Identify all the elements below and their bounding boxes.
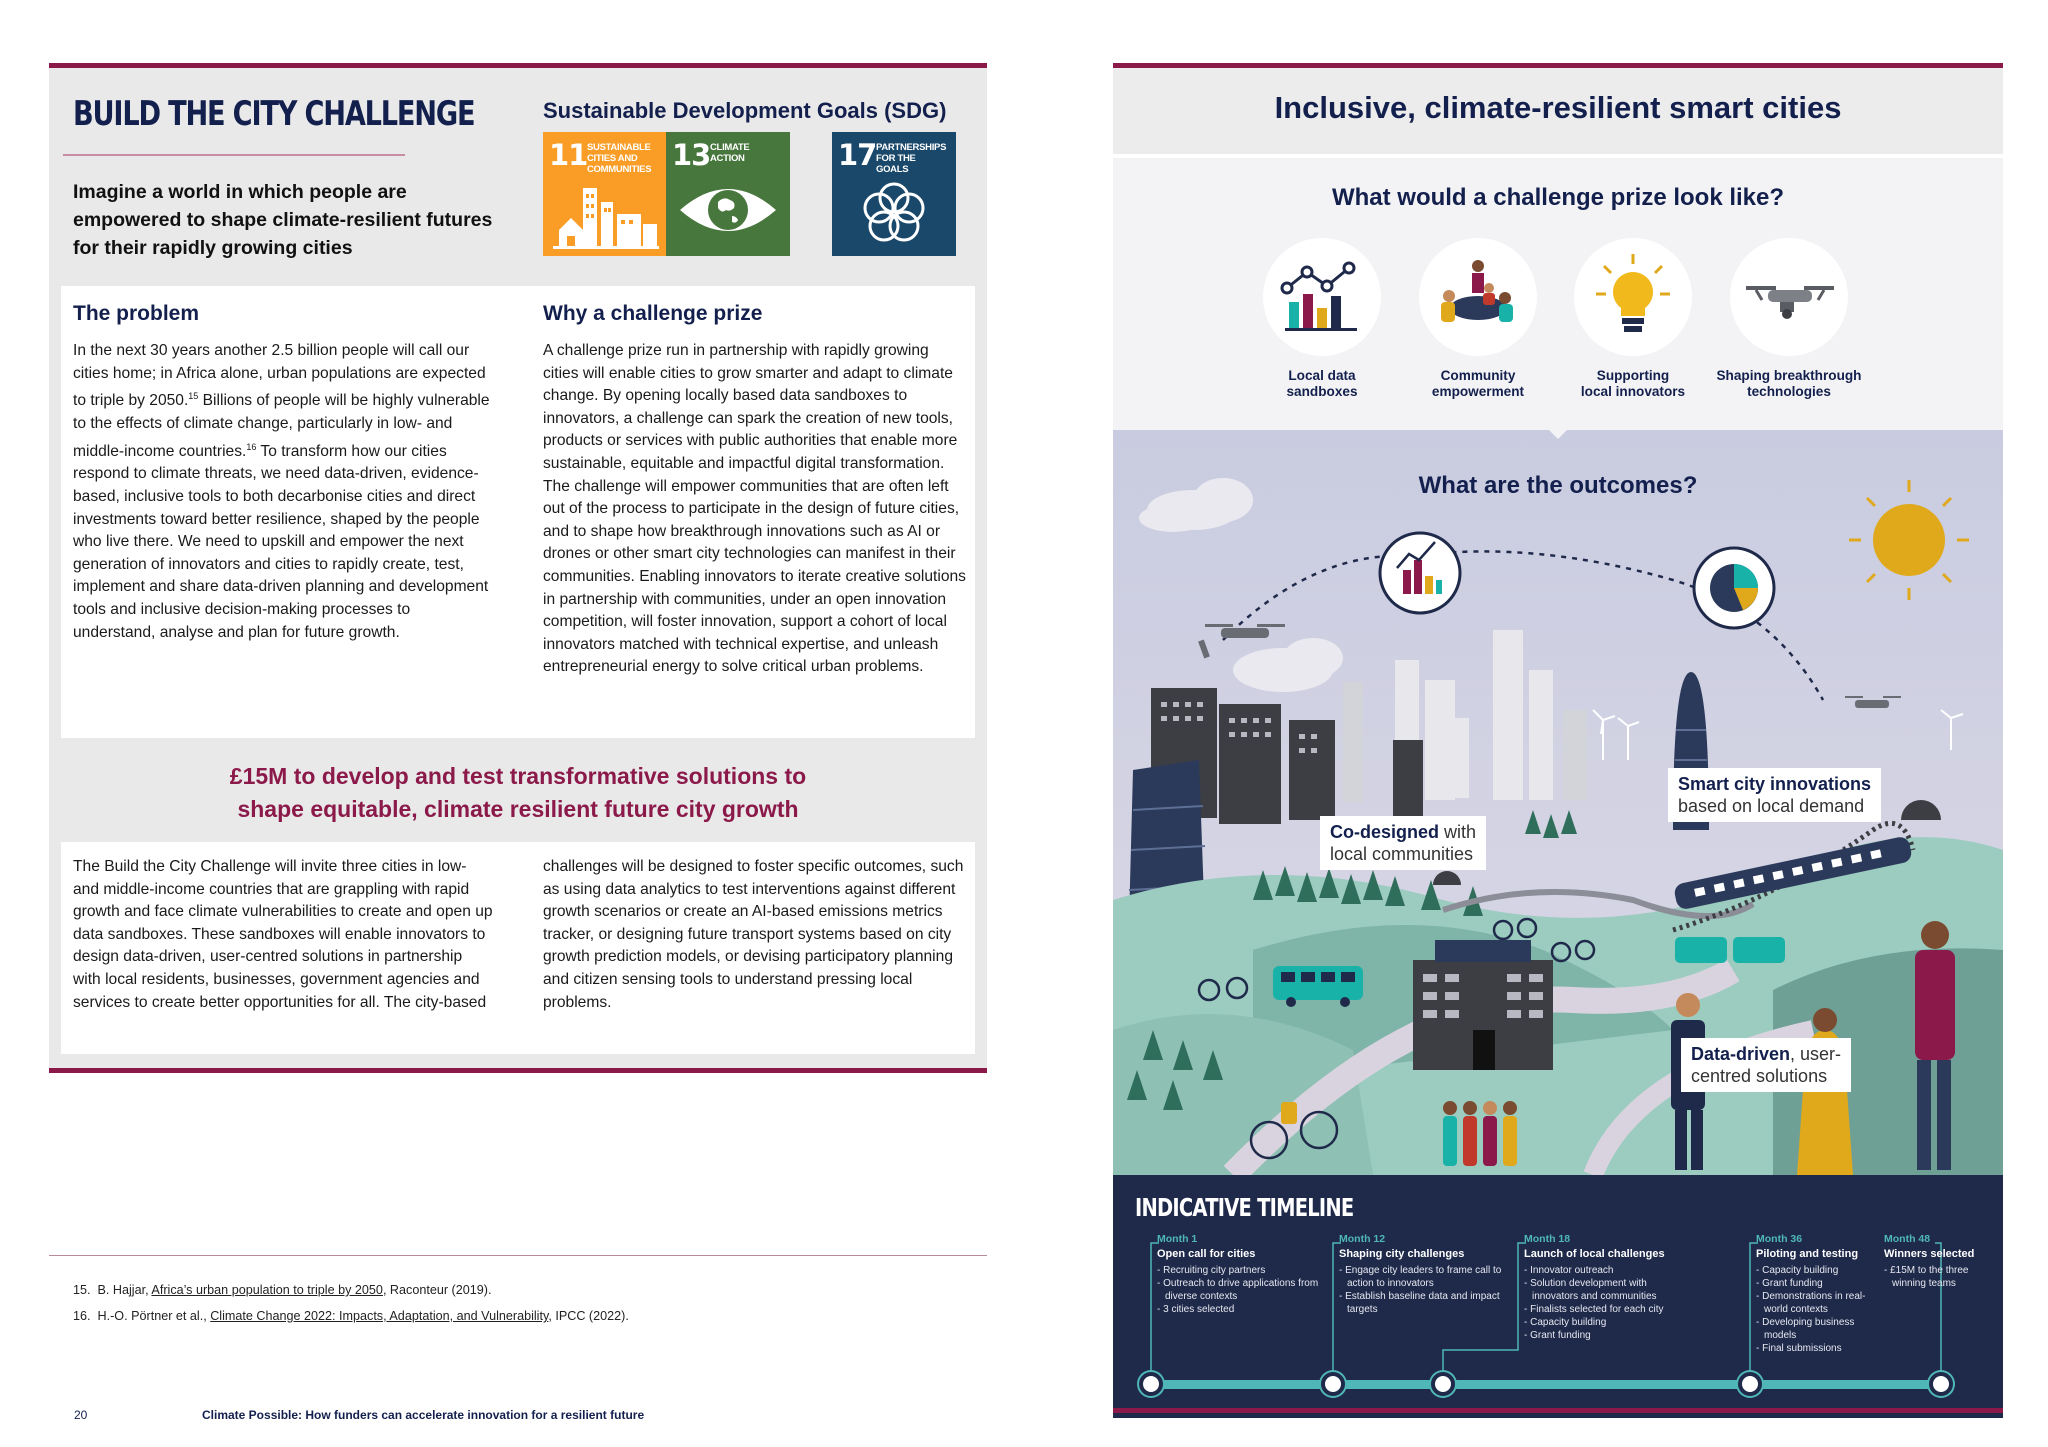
section-pointer: [1544, 425, 1572, 439]
sdg-label: SUSTAINABLE CITIES AND COMMUNITIES: [587, 142, 652, 175]
footnote-ref-15[interactable]: 15: [188, 391, 199, 402]
description-col-2: challenges will be designed to foster specific outcomes, such as using data analytics to test interventions against different growth scenarios or create an AI-based emissions metrics tracker, or designing future transport systems based on city growth prediction models, or devising participatory planning and citizen sensing tools to understand pressing local problems.: [543, 858, 964, 1011]
footnote-divider: [49, 1255, 987, 1256]
drone-icon: [1730, 238, 1848, 356]
sdg-number: 11: [549, 138, 588, 172]
problem-heading: The problem: [73, 302, 200, 325]
problem-text: In the next 30 years another 2.5 billion people will call our cities home; in Africa alone, urban populations are expected to triple by 2050.15 Billions of people will be highly vulnerable to the effects of climate change, particularly in low- and middle-income countries.$^{16}$ To transform how our cities respond to climate threats, we need data-driven, evidence-based, inclusive tools to both decarbonise cities and direct investments toward better resilience, shaped by the people who live there. We need to upskill and empower the next generation of innovators and cities to rapidly create, test, implement and share data-driven planning and development tools and inclusive decision-making processes to understand, analyse and plan for future growth.: [73, 342, 490, 641]
outcomes-question: What are the outcomes?: [1418, 472, 1698, 499]
footnote-15: 15. B. Hajjar, Africa’s urban population to triple by 2050, Raconteur (2019).: [73, 1283, 492, 1297]
sdg-number: 17: [838, 138, 877, 172]
footnote-link[interactable]: Climate Change 2022: Impacts, Adaptation, and Vulnerability: [210, 1309, 549, 1323]
callout-data-driven: Data-driven, user- centred solutions: [1681, 1038, 1851, 1092]
timeline-title: INDICATIVE TIMELINE: [1135, 1193, 1354, 1222]
prize-item-technologies: Shaping breakthrough technologies: [1709, 238, 1869, 400]
bar-chart-network-icon: [1263, 238, 1381, 356]
prize-item-local-data: Local data sandboxes: [1242, 238, 1402, 400]
timeline-node: [1139, 1372, 1163, 1396]
funding-statement: £15M to develop and test transformative solutions to shape equitable, climate resilient future city growth: [229, 763, 807, 822]
timeline-node: [1929, 1372, 1953, 1396]
timeline-node: [1738, 1372, 1762, 1396]
sdg-tile-17: [832, 132, 956, 256]
title-divider: [63, 154, 405, 156]
footnote-link[interactable]: Africa’s urban population to triple by 2050: [151, 1283, 383, 1297]
milestone-month-48: Month 48 Winners selected - £15M to the three winning teams: [1884, 1233, 1975, 1289]
page-number: 20: [74, 1408, 88, 1422]
smart-cities-infographic: [1113, 63, 2003, 1413]
build-the-city-panel: [49, 63, 987, 1073]
prize-question: What would a challenge prize look like?: [1331, 184, 1785, 211]
infographic-title: Inclusive, climate-resilient smart cities: [1274, 90, 1842, 125]
callout-co-designed: Co-designed with local communities: [1320, 816, 1486, 870]
milestone-month-36: Month 36 Piloting and testing - Capacity building - Grant funding - Demonstrations in real-world contexts - Developing business models - Final submissions: [1756, 1233, 1866, 1354]
running-title: Climate Possible: How funders can accelerate innovation for a resilient future: [202, 1408, 645, 1422]
page-bottom-rule: [1113, 1408, 2003, 1413]
sdg-number: 13: [672, 138, 711, 172]
infographic-header: [1113, 68, 2003, 154]
timeline-node: [1321, 1372, 1345, 1396]
footnote-ref-16[interactable]: 16: [246, 441, 257, 452]
prize-section: [1113, 158, 2003, 430]
why-prize-text: A challenge prize run in partnership with rapidly growing cities will enable cities to grow smarter and adapt to climate change. By opening locally based data sandboxes to innovators, a challenge can spark the creation of new tools, products or services with public authorities that enable more sustainable, equitable and impactful digital transformation. The challenge will empower communities that are often left out of the process to participate in the design of future cities, and to shape how breakthrough innovations such as AI or drones or other smart city technologies can manifest in their communities. Enabling innovators to iterate creative solutions in partnership with communities, under an open innovation competition, will foster innovation, support a cohort of local innovators matched with technical expertise, and unleash entrepreneurial energy to solve critical urban problems.: [543, 342, 966, 676]
pie-chart-icon: [1694, 548, 1774, 628]
sdg-tile-11: [543, 132, 667, 256]
sdg-heading: Sustainable Development Goals (SDG): [543, 98, 947, 123]
challenge-description-box: [61, 842, 975, 1054]
why-prize-heading: Why a challenge prize: [543, 302, 763, 325]
description-col-1: The Build the City Challenge will invite three cities in low- and middle-income countries that are grappling with rapid growth and face climate vulnerabilities to create and open up data sandboxes. These sandboxes will enable innovators to design data-driven, user-centred solutions in partnership with local residents, businesses, government agencies and services to create better opportunities for all. The city-based: [73, 858, 493, 1011]
timeline-node: [1431, 1372, 1455, 1396]
sdg-label: CLIMATE ACTION: [710, 142, 750, 164]
footnote-16: 16. H.-O. Pörtner et al., Climate Change 2022: Impacts, Adaptation, and Vulnerability, IPCC (2022).: [73, 1309, 629, 1323]
callout-smart-city: Smart city innovations based on local demand: [1668, 768, 1881, 822]
growth-chart-icon: [1380, 533, 1460, 613]
timeline-bar: [1139, 1380, 1947, 1389]
sdg-tile-13: [666, 132, 790, 256]
milestone-month-18: Month 18 Launch of local challenges - Innovator outreach - Solution development with innovators and communities - Finalists selected for each city - Capacity building - Grant funding: [1524, 1233, 1665, 1341]
prize-item-community: Community empowerment: [1398, 238, 1558, 400]
sdg-label: PARTNERSHIPS FOR THE GOALS: [876, 142, 947, 175]
challenge-title: BUILD THE CITY CHALLENGE: [73, 94, 475, 134]
prize-item-innovators: Supporting local innovators: [1553, 238, 1713, 400]
problem-and-why-box: [61, 286, 975, 738]
intro-statement: Imagine a world in which people are empowered to shape climate-resilient futures for their rapidly growing cities: [73, 181, 493, 259]
milestone-month-1: Month 1 Open call for cities - Recruiting city partners - Outreach to drive applications from diverse contexts - 3 cities selected: [1157, 1233, 1319, 1315]
lightbulb-icon: [1574, 238, 1692, 356]
indicative-timeline: [1113, 1175, 2003, 1418]
community-meeting-icon: [1419, 238, 1537, 356]
milestone-month-12: Month 12 Shaping city challenges - Engage city leaders to frame call to action to innovators - Establish baseline data and impact targets: [1339, 1233, 1502, 1315]
